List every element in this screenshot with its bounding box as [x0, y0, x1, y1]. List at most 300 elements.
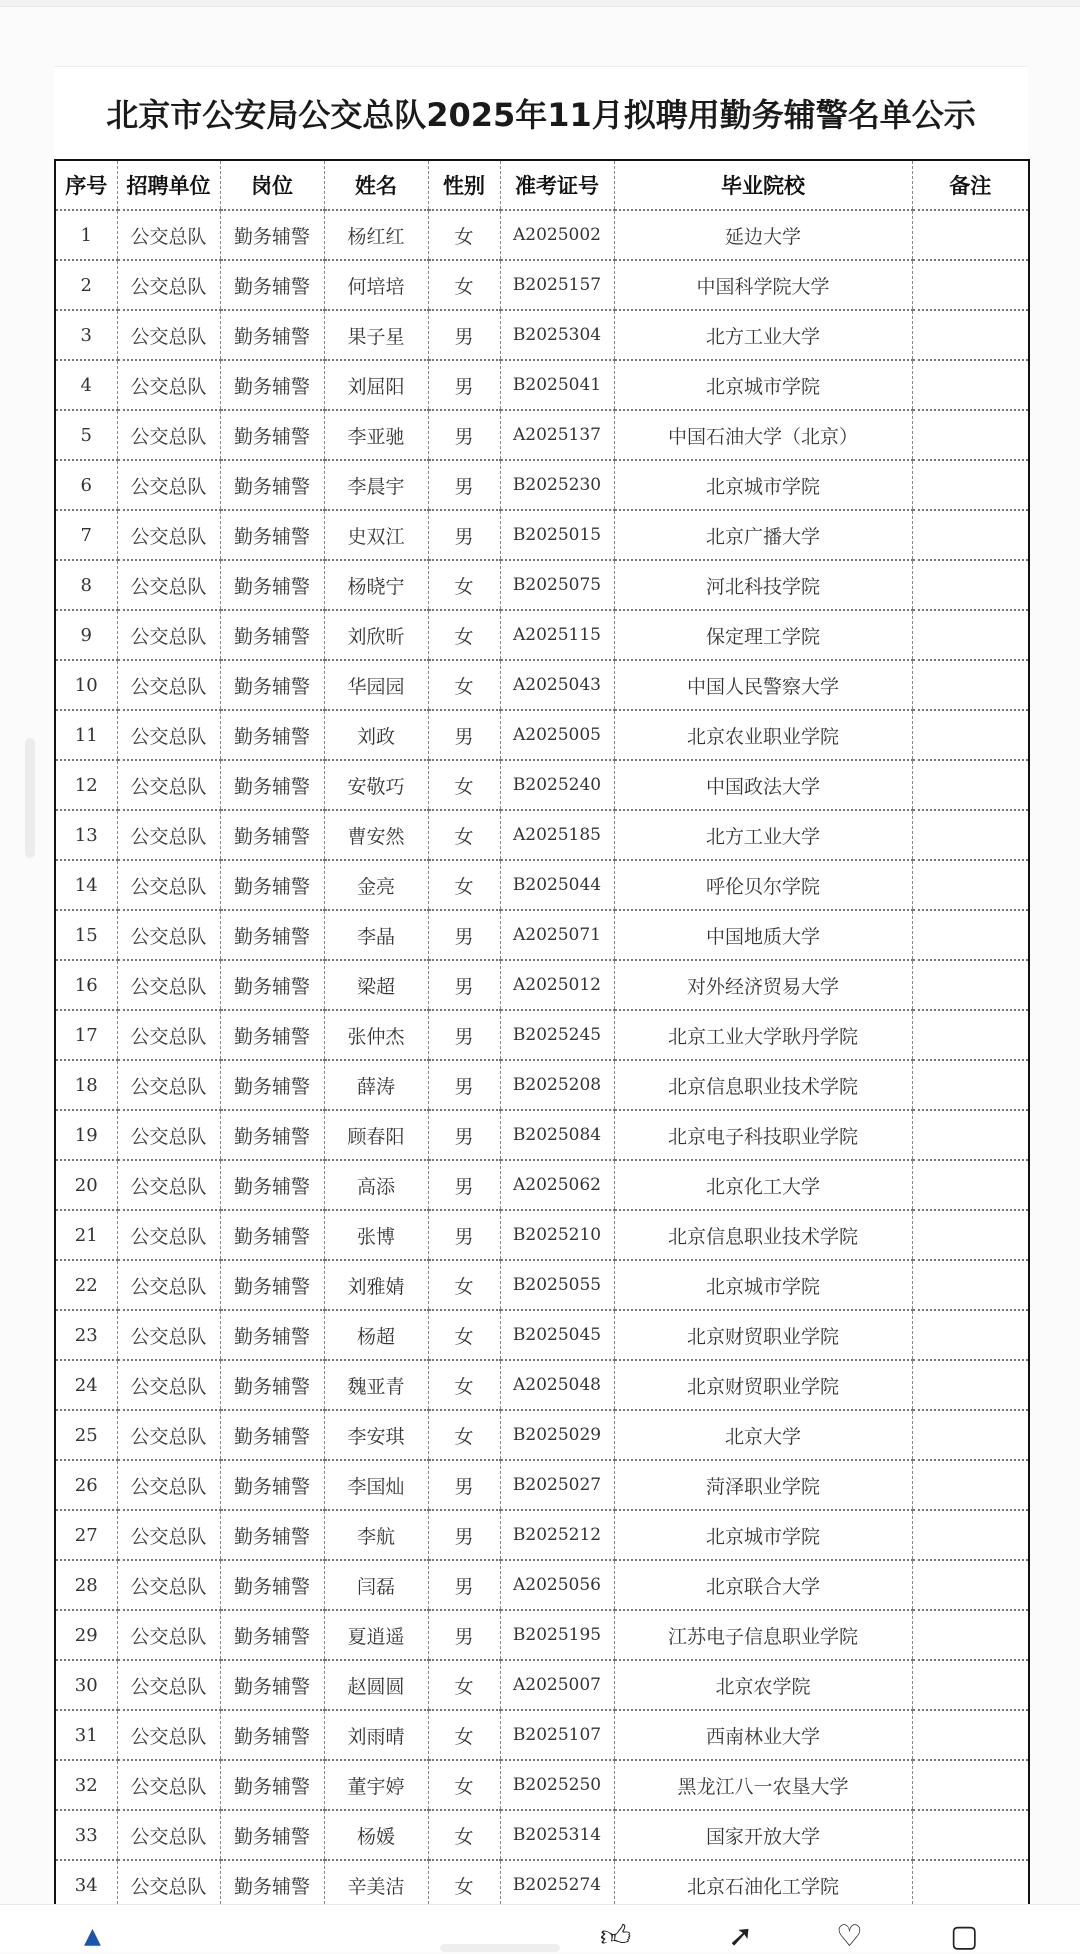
- cell-position: 勤务辅警: [220, 810, 324, 860]
- cell-name: 杨媛: [324, 1810, 428, 1860]
- cell-gender: 男: [428, 1060, 500, 1110]
- cell-unit: 公交总队: [117, 310, 220, 360]
- cell-remark: [912, 1560, 1029, 1610]
- cell-unit: 公交总队: [117, 1060, 220, 1110]
- table-row: [55, 1060, 1029, 1110]
- column-header-unit: 招聘单位: [117, 160, 220, 210]
- cell-index: 32: [55, 1760, 117, 1810]
- cell-name: 史双江: [324, 510, 428, 560]
- cell-remark: [912, 1810, 1029, 1860]
- cell-gender: 男: [428, 360, 500, 410]
- cell-school: 对外经济贸易大学: [614, 960, 912, 1010]
- cell-position: 勤务辅警: [220, 760, 324, 810]
- cell-remark: [912, 1660, 1029, 1710]
- table-row: [55, 1760, 1029, 1810]
- favorite-icon[interactable]: ♡: [836, 1919, 863, 1954]
- cell-name: 董宇婷: [324, 1760, 428, 1810]
- cell-exam-id: A2025115: [500, 610, 614, 660]
- cell-position: 勤务辅警: [220, 660, 324, 710]
- cell-unit: 公交总队: [117, 810, 220, 860]
- cell-name: 张博: [324, 1210, 428, 1260]
- cell-school: 西南林业大学: [614, 1710, 912, 1760]
- cell-remark: [912, 1310, 1029, 1360]
- column-header-school: 毕业院校: [614, 160, 912, 210]
- cell-name: 果子星: [324, 310, 428, 360]
- cell-school: 北京农业职业学院: [614, 710, 912, 760]
- cell-name: 金亮: [324, 860, 428, 910]
- cell-remark: [912, 260, 1029, 310]
- cell-remark: [912, 710, 1029, 760]
- share-icon[interactable]: ➚: [728, 1919, 754, 1954]
- cell-school: 北京大学: [614, 1410, 912, 1460]
- cell-school: 北京城市学院: [614, 460, 912, 510]
- cell-name: 刘雨晴: [324, 1710, 428, 1760]
- cell-name: 李国灿: [324, 1460, 428, 1510]
- cell-gender: 男: [428, 910, 500, 960]
- cell-exam-id: A2025137: [500, 410, 614, 460]
- cell-position: 勤务辅警: [220, 360, 324, 410]
- cell-position: 勤务辅警: [220, 260, 324, 310]
- cell-position: 勤务辅警: [220, 1510, 324, 1560]
- table-row: [55, 810, 1029, 860]
- cell-gender: 女: [428, 760, 500, 810]
- cell-position: 勤务辅警: [220, 960, 324, 1010]
- table-row: [55, 1410, 1029, 1460]
- comment-icon[interactable]: ▢: [950, 1919, 979, 1954]
- cell-index: 20: [55, 1160, 117, 1210]
- cell-position: 勤务辅警: [220, 510, 324, 560]
- table-row: [55, 760, 1029, 810]
- cell-remark: [912, 1710, 1029, 1760]
- cell-school: 北京化工大学: [614, 1160, 912, 1210]
- cell-name: 张仲杰: [324, 1010, 428, 1060]
- cell-remark: [912, 1760, 1029, 1810]
- cell-index: 11: [55, 710, 117, 760]
- cell-unit: 公交总队: [117, 1260, 220, 1310]
- cell-index: 12: [55, 760, 117, 810]
- cell-unit: 公交总队: [117, 860, 220, 910]
- home-icon[interactable]: ▲: [84, 1924, 101, 1949]
- cell-gender: 男: [428, 1010, 500, 1060]
- cell-gender: 男: [428, 510, 500, 560]
- scrollbar[interactable]: [25, 738, 35, 858]
- table-row: [55, 1160, 1029, 1210]
- table-row: [55, 860, 1029, 910]
- cell-remark: [912, 1860, 1029, 1910]
- cell-index: 2: [55, 260, 117, 310]
- cell-school: 北京城市学院: [614, 1510, 912, 1560]
- cell-index: 19: [55, 1110, 117, 1160]
- column-header-exam-id: 准考证号: [500, 160, 614, 210]
- cell-name: 赵圆圆: [324, 1660, 428, 1710]
- cell-unit: 公交总队: [117, 1760, 220, 1810]
- cell-index: 10: [55, 660, 117, 710]
- cell-school: 北京信息职业技术学院: [614, 1210, 912, 1260]
- cell-exam-id: B2025044: [500, 860, 614, 910]
- cell-gender: 女: [428, 1810, 500, 1860]
- table-row: [55, 460, 1029, 510]
- cell-index: 16: [55, 960, 117, 1010]
- cell-remark: [912, 610, 1029, 660]
- cell-gender: 女: [428, 1760, 500, 1810]
- cell-gender: 女: [428, 210, 500, 260]
- cell-name: 闫磊: [324, 1560, 428, 1610]
- table-row: [55, 1210, 1029, 1260]
- cell-index: 29: [55, 1610, 117, 1660]
- cell-unit: 公交总队: [117, 1810, 220, 1860]
- top-status-strip: [0, 0, 1080, 7]
- cell-exam-id: B2025015: [500, 510, 614, 560]
- cell-name: 薛涛: [324, 1060, 428, 1110]
- column-header-index: 序号: [55, 160, 117, 210]
- cell-exam-id: A2025005: [500, 710, 614, 760]
- cell-exam-id: B2025230: [500, 460, 614, 510]
- cell-name: 辛美洁: [324, 1860, 428, 1910]
- cell-remark: [912, 860, 1029, 910]
- cell-index: 27: [55, 1510, 117, 1560]
- cell-remark: [912, 1410, 1029, 1460]
- cell-school: 中国石油大学（北京）: [614, 410, 912, 460]
- cell-school: 中国地质大学: [614, 910, 912, 960]
- cell-index: 30: [55, 1660, 117, 1710]
- cell-gender: 女: [428, 860, 500, 910]
- cell-index: 15: [55, 910, 117, 960]
- cell-unit: 公交总队: [117, 1610, 220, 1660]
- column-header-name: 姓名: [324, 160, 428, 210]
- cell-school: 北京农学院: [614, 1660, 912, 1710]
- cell-remark: [912, 910, 1029, 960]
- cell-name: 杨超: [324, 1310, 428, 1360]
- cell-school: 菏泽职业学院: [614, 1460, 912, 1510]
- cell-gender: 女: [428, 560, 500, 610]
- cell-position: 勤务辅警: [220, 1210, 324, 1260]
- table-row: [55, 610, 1029, 660]
- cell-school: 黑龙江八一农垦大学: [614, 1760, 912, 1810]
- cell-unit: 公交总队: [117, 210, 220, 260]
- cell-school: 北京信息职业技术学院: [614, 1060, 912, 1110]
- cell-name: 李晨宇: [324, 460, 428, 510]
- cell-exam-id: B2025157: [500, 260, 614, 310]
- cell-position: 勤务辅警: [220, 1310, 324, 1360]
- cell-exam-id: A2025048: [500, 1360, 614, 1410]
- cell-index: 4: [55, 360, 117, 410]
- cell-name: 杨晓宁: [324, 560, 428, 610]
- cell-remark: [912, 1510, 1029, 1560]
- table-row: [55, 1610, 1029, 1660]
- table-row: [55, 1710, 1029, 1760]
- cell-gender: 男: [428, 1560, 500, 1610]
- cell-unit: 公交总队: [117, 1360, 220, 1410]
- cell-position: 勤务辅警: [220, 710, 324, 760]
- cell-name: 刘欣昕: [324, 610, 428, 660]
- cell-index: 28: [55, 1560, 117, 1610]
- cell-position: 勤务辅警: [220, 1160, 324, 1210]
- cell-index: 1: [55, 210, 117, 260]
- cell-unit: 公交总队: [117, 1460, 220, 1510]
- cell-position: 勤务辅警: [220, 210, 324, 260]
- cell-unit: 公交总队: [117, 410, 220, 460]
- cell-unit: 公交总队: [117, 1110, 220, 1160]
- cell-school: 北京联合大学: [614, 1560, 912, 1610]
- table-row: [55, 1260, 1029, 1310]
- cell-position: 勤务辅警: [220, 1660, 324, 1710]
- cell-exam-id: B2025055: [500, 1260, 614, 1310]
- cell-name: 刘雅婧: [324, 1260, 428, 1310]
- cell-exam-id: B2025107: [500, 1710, 614, 1760]
- cell-remark: [912, 1010, 1029, 1060]
- cell-index: 9: [55, 610, 117, 660]
- table-row: [55, 910, 1029, 960]
- cell-index: 5: [55, 410, 117, 460]
- cell-exam-id: A2025012: [500, 960, 614, 1010]
- table-header-row: [55, 160, 1029, 210]
- cell-name: 何培培: [324, 260, 428, 310]
- cell-position: 勤务辅警: [220, 1760, 324, 1810]
- cell-position: 勤务辅警: [220, 860, 324, 910]
- table-row: [55, 1360, 1029, 1410]
- cell-exam-id: B2025027: [500, 1460, 614, 1510]
- cell-school: 中国政法大学: [614, 760, 912, 810]
- cell-exam-id: B2025274: [500, 1860, 614, 1910]
- document-sheet: [54, 66, 1028, 1905]
- cell-name: 刘屈阳: [324, 360, 428, 410]
- cell-name: 李安琪: [324, 1410, 428, 1460]
- document-title: 北京市公安局公交总队2025年11月拟聘用勤务辅警名单公示: [106, 96, 976, 134]
- cell-index: 33: [55, 1810, 117, 1860]
- cell-index: 18: [55, 1060, 117, 1110]
- table-row: [55, 1860, 1029, 1910]
- cell-gender: 男: [428, 460, 500, 510]
- table-row: [55, 1510, 1029, 1560]
- cell-index: 21: [55, 1210, 117, 1260]
- cell-index: 6: [55, 460, 117, 510]
- cell-index: 24: [55, 1360, 117, 1410]
- bottom-action-bar: [0, 1904, 1080, 1952]
- table-row: [55, 1810, 1029, 1860]
- column-header-gender: 性别: [428, 160, 500, 210]
- cell-remark: [912, 960, 1029, 1010]
- cell-remark: [912, 760, 1029, 810]
- cell-position: 勤务辅警: [220, 1260, 324, 1310]
- table-row: [55, 1460, 1029, 1510]
- cell-exam-id: B2025208: [500, 1060, 614, 1110]
- cell-index: 31: [55, 1710, 117, 1760]
- cell-position: 勤务辅警: [220, 1110, 324, 1160]
- cell-index: 13: [55, 810, 117, 860]
- cell-position: 勤务辅警: [220, 1410, 324, 1460]
- cell-gender: 女: [428, 260, 500, 310]
- cell-school: 中国人民警察大学: [614, 660, 912, 710]
- table-row: [55, 310, 1029, 360]
- cell-exam-id: B2025212: [500, 1510, 614, 1560]
- cell-remark: [912, 360, 1029, 410]
- cell-gender: 女: [428, 1710, 500, 1760]
- cell-school: 北京城市学院: [614, 360, 912, 410]
- cell-unit: 公交总队: [117, 760, 220, 810]
- table-row: [55, 1110, 1029, 1160]
- cell-gender: 女: [428, 660, 500, 710]
- cell-gender: 男: [428, 1160, 500, 1210]
- cell-unit: 公交总队: [117, 1510, 220, 1560]
- cell-remark: [912, 1610, 1029, 1660]
- cell-remark: [912, 410, 1029, 460]
- cell-school: 北京财贸职业学院: [614, 1360, 912, 1410]
- cell-name: 刘政: [324, 710, 428, 760]
- cell-remark: [912, 1210, 1029, 1260]
- cell-school: 延边大学: [614, 210, 912, 260]
- table-row: [55, 1660, 1029, 1710]
- table-row: [55, 410, 1029, 460]
- cell-gender: 男: [428, 410, 500, 460]
- cell-gender: 男: [428, 1110, 500, 1160]
- cell-unit: 公交总队: [117, 1410, 220, 1460]
- cell-position: 勤务辅警: [220, 1360, 324, 1410]
- cell-school: 呼伦贝尔学院: [614, 860, 912, 910]
- cell-school: 河北科技学院: [614, 560, 912, 610]
- cell-index: 26: [55, 1460, 117, 1510]
- cell-unit: 公交总队: [117, 560, 220, 610]
- cell-position: 勤务辅警: [220, 910, 324, 960]
- cell-gender: 女: [428, 1860, 500, 1910]
- cell-name: 华园园: [324, 660, 428, 710]
- cell-exam-id: B2025084: [500, 1110, 614, 1160]
- cell-position: 勤务辅警: [220, 310, 324, 360]
- cell-unit: 公交总队: [117, 360, 220, 410]
- cell-unit: 公交总队: [117, 260, 220, 310]
- cell-school: 国家开放大学: [614, 1810, 912, 1860]
- cell-unit: 公交总队: [117, 660, 220, 710]
- cell-gender: 男: [428, 710, 500, 760]
- cell-gender: 女: [428, 1310, 500, 1360]
- cell-exam-id: A2025002: [500, 210, 614, 260]
- cell-exam-id: A2025185: [500, 810, 614, 860]
- cell-exam-id: B2025304: [500, 310, 614, 360]
- cell-exam-id: A2025056: [500, 1560, 614, 1610]
- cell-name: 魏亚青: [324, 1360, 428, 1410]
- cell-exam-id: B2025245: [500, 1010, 614, 1060]
- cell-name: 顾春阳: [324, 1110, 428, 1160]
- cell-remark: [912, 1260, 1029, 1310]
- cell-school: 中国科学院大学: [614, 260, 912, 310]
- cell-gender: 女: [428, 1360, 500, 1410]
- cell-unit: 公交总队: [117, 1160, 220, 1210]
- cell-index: 25: [55, 1410, 117, 1460]
- cell-name: 夏逍遥: [324, 1610, 428, 1660]
- cell-unit: 公交总队: [117, 460, 220, 510]
- cell-school: 保定理工学院: [614, 610, 912, 660]
- cell-exam-id: B2025045: [500, 1310, 614, 1360]
- cell-index: 34: [55, 1860, 117, 1910]
- cell-index: 23: [55, 1310, 117, 1360]
- cell-unit: 公交总队: [117, 610, 220, 660]
- cell-exam-id: A2025043: [500, 660, 614, 710]
- cell-position: 勤务辅警: [220, 1560, 324, 1610]
- like-icon[interactable]: 👍︎: [600, 1919, 632, 1954]
- cell-remark: [912, 310, 1029, 360]
- cell-name: 高添: [324, 1160, 428, 1210]
- cell-gender: 男: [428, 1210, 500, 1260]
- cell-remark: [912, 1360, 1029, 1410]
- cell-position: 勤务辅警: [220, 410, 324, 460]
- cell-unit: 公交总队: [117, 710, 220, 760]
- cell-school: 北京广播大学: [614, 510, 912, 560]
- cell-remark: [912, 1060, 1029, 1110]
- cell-unit: 公交总队: [117, 1210, 220, 1260]
- cell-exam-id: B2025029: [500, 1410, 614, 1460]
- cell-exam-id: A2025062: [500, 1160, 614, 1210]
- cell-exam-id: B2025250: [500, 1760, 614, 1810]
- cell-gender: 男: [428, 1460, 500, 1510]
- cell-index: 17: [55, 1010, 117, 1060]
- cell-unit: 公交总队: [117, 1660, 220, 1710]
- column-header-remark: 备注: [912, 160, 1029, 210]
- cell-gender: 女: [428, 810, 500, 860]
- cell-name: 杨红红: [324, 210, 428, 260]
- cell-unit: 公交总队: [117, 1710, 220, 1760]
- cell-remark: [912, 460, 1029, 510]
- cell-position: 勤务辅警: [220, 1060, 324, 1110]
- cell-position: 勤务辅警: [220, 460, 324, 510]
- cell-school: 江苏电子信息职业学院: [614, 1610, 912, 1660]
- cell-remark: [912, 510, 1029, 560]
- cell-unit: 公交总队: [117, 1310, 220, 1360]
- cell-index: 14: [55, 860, 117, 910]
- cell-remark: [912, 1110, 1029, 1160]
- cell-name: 李航: [324, 1510, 428, 1560]
- cell-unit: 公交总队: [117, 910, 220, 960]
- cell-unit: 公交总队: [117, 1860, 220, 1910]
- cell-school: 北京石油化工学院: [614, 1860, 912, 1910]
- table-row: [55, 710, 1029, 760]
- cell-unit: 公交总队: [117, 1560, 220, 1610]
- cell-gender: 女: [428, 610, 500, 660]
- cell-gender: 男: [428, 960, 500, 1010]
- table-row: [55, 510, 1029, 560]
- cell-name: 梁超: [324, 960, 428, 1010]
- cell-school: 北方工业大学: [614, 810, 912, 860]
- cell-exam-id: B2025075: [500, 560, 614, 610]
- cell-position: 勤务辅警: [220, 610, 324, 660]
- cell-position: 勤务辅警: [220, 1460, 324, 1510]
- table-row: [55, 960, 1029, 1010]
- cell-position: 勤务辅警: [220, 1610, 324, 1660]
- cell-gender: 女: [428, 1410, 500, 1460]
- table-row: [55, 360, 1029, 410]
- personnel-table: [54, 159, 1030, 1911]
- table-row: [55, 1010, 1029, 1060]
- cell-gender: 男: [428, 1610, 500, 1660]
- cell-school: 北京工业大学耿丹学院: [614, 1010, 912, 1060]
- cell-position: 勤务辅警: [220, 1860, 324, 1910]
- cell-position: 勤务辅警: [220, 1810, 324, 1860]
- cell-name: 李亚驰: [324, 410, 428, 460]
- cell-unit: 公交总队: [117, 1010, 220, 1060]
- table-row: [55, 1560, 1029, 1610]
- cell-exam-id: B2025195: [500, 1610, 614, 1660]
- cell-exam-id: B2025210: [500, 1210, 614, 1260]
- cell-unit: 公交总队: [117, 510, 220, 560]
- cell-unit: 公交总队: [117, 960, 220, 1010]
- cell-school: 北京财贸职业学院: [614, 1310, 912, 1360]
- table-row: [55, 560, 1029, 610]
- cell-school: 北方工业大学: [614, 310, 912, 360]
- cell-name: 李晶: [324, 910, 428, 960]
- cell-index: 22: [55, 1260, 117, 1310]
- cell-school: 北京电子科技职业学院: [614, 1110, 912, 1160]
- table-row: [55, 1310, 1029, 1360]
- cell-gender: 女: [428, 1260, 500, 1310]
- cell-exam-id: B2025314: [500, 1810, 614, 1860]
